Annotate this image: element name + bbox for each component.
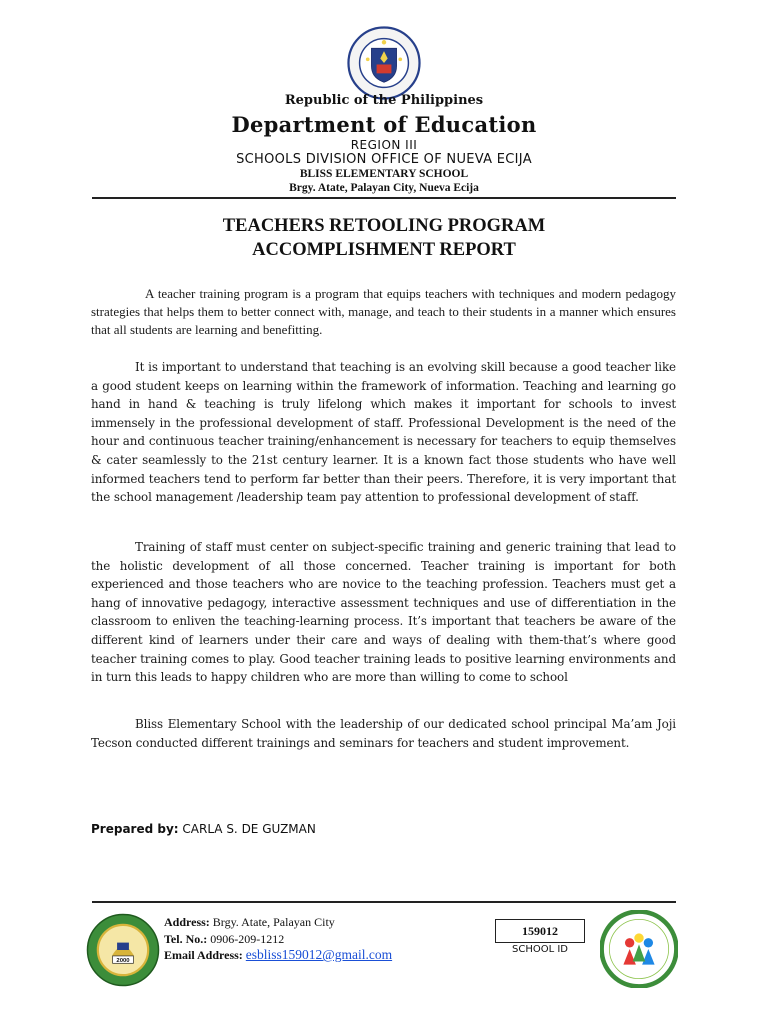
division-heading: SCHOOLS DIVISION OFFICE OF NUEVA ECIJA bbox=[236, 152, 532, 167]
paragraph-importance: It is important to understand that teaching is an evolving skill because a good teacher like a good student keeps on learning within the framework of information. Teaching and learning go hand in hand & teaching is truly lifelong which makes it important for schools to invest immensely in the professional development of staff. Professional Development is the need of the hour and continuous teacher training/enhancement is necessary for teachers to equip themselves & cater seamlessly to the 21st century learner. It is a known fact those students who have well informed teachers tend to perform far better than their peers. Therefore, it is very important that the school management /leadership team pay attention to professional development of staff. bbox=[91, 360, 676, 505]
tel-value: 0906-209-1212 bbox=[210, 931, 285, 946]
prepared-by-name: CARLA S. DE GUZMAN bbox=[182, 822, 316, 836]
school-id-value: 159012 bbox=[495, 919, 585, 943]
region-heading: REGION III bbox=[350, 138, 418, 152]
footer-contact bbox=[164, 914, 392, 964]
paragraph-intro: A teacher training program is a program that equips teachers with techniques and modern pedagogy strategies that helps them to better connect with, manage, and teach to their students in a manner which ensures that all students are learning and benefitting. bbox=[91, 286, 676, 337]
school-address: Brgy. Atate, Palayan City, Nueva Ecija bbox=[289, 182, 479, 194]
school-name: BLISS ELEMENTARY SCHOOL bbox=[299, 168, 469, 180]
email-link[interactable]: esbliss159012@gmail.com bbox=[245, 947, 393, 962]
prepared-by-label: Prepared by: bbox=[91, 822, 179, 836]
tel-label: Tel. No.: bbox=[164, 931, 208, 946]
footer-divider bbox=[92, 901, 676, 903]
deped-seal-logo bbox=[347, 26, 421, 100]
school-seal-year: 2000 bbox=[116, 957, 130, 964]
paragraph-training: Training of staff must center on subject-specific training and generic training that lead to the holistic development of all those concerned. Teacher training is important for both experienced and those teachers who are novice to the teaching profession. Teachers must get a hang of innovative pedagogy, interactive assessment techniques and use of differentiation in the classroom to enliven the teaching-learning process. It’s important that teachers be aware of the different kind of learners under their care and ways of dealing with them-that’s where good teacher training comes to play. Good teacher training leads to positive learning environments and in turn this leads to happy children who are more than willing to come to school bbox=[91, 540, 676, 685]
child-friendly-school-logo bbox=[600, 910, 678, 988]
address-label: Address: bbox=[164, 915, 210, 929]
address-value: Brgy. Atate, Palayan City bbox=[212, 915, 335, 929]
school-seal-logo bbox=[86, 913, 160, 987]
report-title-line1: TEACHERS RETOOLING PROGRAM bbox=[222, 216, 546, 236]
paragraph-bliss: Bliss Elementary School with the leadership of our dedicated school principal Ma’am Joji Tecson conducted different trainings and seminars for teachers and student improvement. bbox=[91, 717, 676, 750]
prepared-by bbox=[91, 822, 316, 836]
footer-email-row bbox=[164, 947, 392, 964]
department-heading: Department of Education bbox=[231, 112, 537, 137]
school-id-label: SCHOOL ID bbox=[512, 944, 568, 955]
footer-tel-row bbox=[164, 931, 392, 948]
header-divider bbox=[92, 197, 676, 199]
republic-heading: Republic of the Philippines bbox=[284, 93, 484, 108]
email-label: Email Address: bbox=[164, 948, 243, 962]
report-title-line2: ACCOMPLISHMENT REPORT bbox=[252, 240, 516, 260]
footer-address-row bbox=[164, 914, 392, 931]
